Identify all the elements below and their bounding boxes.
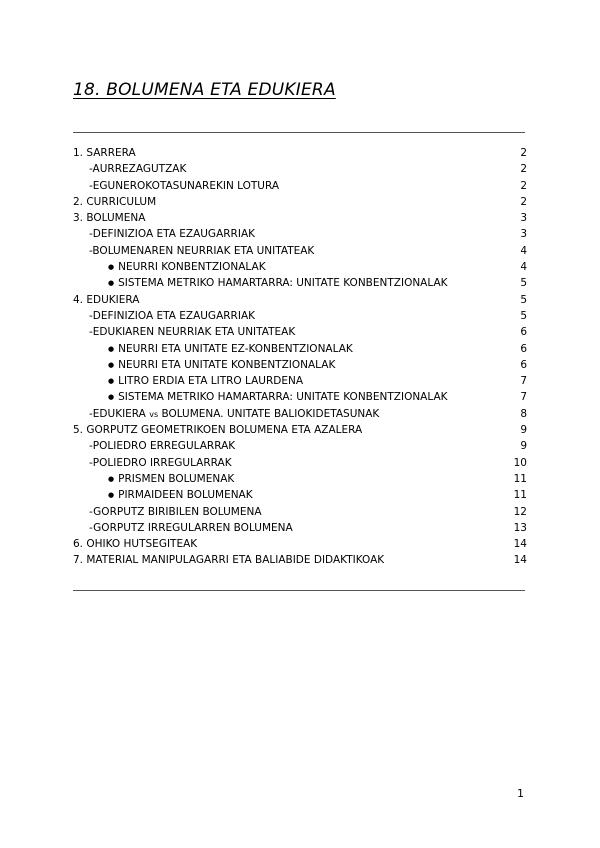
toc-entry-page: 5 xyxy=(520,277,527,290)
toc-entry-label: ● NEURRI ETA UNITATE EZ-KONBENTZIONALAK xyxy=(108,341,353,358)
toc-entry-page: 9 xyxy=(520,440,527,453)
toc-entry-page: 14 xyxy=(513,538,527,551)
toc-entry[interactable] xyxy=(73,145,527,161)
toc-entry-page: 10 xyxy=(513,456,527,469)
toc-entry-label: ● SISTEMA METRIKO HAMARTARRA: UNITATE KONBENTZIONALAK xyxy=(108,275,448,292)
toc-entry-label: 4. EDUKIERA xyxy=(73,293,140,306)
toc-entry-page: 2 xyxy=(520,147,527,159)
toc-entry-page: 13 xyxy=(513,521,527,534)
toc-entry[interactable] xyxy=(73,226,527,242)
toc-entry[interactable] xyxy=(73,357,527,373)
toc-entry[interactable] xyxy=(73,308,527,324)
toc-entry-label: ● SISTEMA METRIKO HAMARTARRA: UNITATE KONBENTZIONALAK xyxy=(108,389,448,406)
toc-entry[interactable] xyxy=(73,552,527,568)
top-divider xyxy=(73,132,525,133)
toc-entry[interactable] xyxy=(73,406,527,422)
toc-entry[interactable] xyxy=(73,275,527,291)
toc-entry-page: 7 xyxy=(520,375,527,388)
toc-entry-page: 6 xyxy=(520,326,527,339)
bottom-divider xyxy=(73,590,525,591)
toc-entry-label: -DEFINIZIOA ETA EZAUGARRIAK xyxy=(89,228,256,241)
toc-entry-label: -GORPUTZ IRREGULARREN BOLUMENA xyxy=(89,521,293,534)
toc-entry-page: 6 xyxy=(520,342,527,355)
toc-entry-label: 1. SARRERA xyxy=(73,147,136,159)
toc-entry-page: 14 xyxy=(513,554,527,567)
toc-entry-label: -EGUNEROKOTASUNAREKIN LOTURA xyxy=(89,179,280,192)
document-title: 18. BOLUMENA ETA EDUKIERA xyxy=(73,80,336,100)
table-of-contents xyxy=(73,145,527,569)
toc-entry[interactable] xyxy=(73,292,527,308)
toc-entry-page: 2 xyxy=(520,179,527,192)
toc-entry[interactable] xyxy=(73,161,527,177)
toc-entry-label: -AURREZAGUTZAK xyxy=(89,163,187,176)
toc-entry-page: 2 xyxy=(520,163,527,176)
toc-entry[interactable] xyxy=(73,178,527,194)
toc-entry-label: -DEFINIZIOA ETA EZAUGARRIAK xyxy=(89,309,256,322)
toc-entry[interactable] xyxy=(73,259,527,275)
toc-entry[interactable] xyxy=(73,210,527,226)
toc-entry[interactable] xyxy=(73,194,527,210)
toc-entry[interactable] xyxy=(73,487,527,503)
toc-entry-label: -EDUKIAREN NEURRIAK ETA UNITATEAK xyxy=(89,326,296,339)
toc-entry-label: ● LITRO ERDIA ETA LITRO LAURDENA xyxy=(108,373,303,390)
toc-entry-label-part: vs xyxy=(149,409,159,419)
toc-entry-label-part: -EDUKIERA xyxy=(89,407,150,420)
toc-entry-label-part: BOLUMENA. UNITATE BALIOKIDETASUNAK xyxy=(158,407,380,420)
toc-entry-label: -BOLUMENAREN NEURRIAK ETA UNITATEAK xyxy=(89,244,315,257)
toc-entry-label: 2. CURRICULUM xyxy=(73,195,157,208)
toc-entry-page: 3 xyxy=(520,228,527,241)
toc-entry-page: 5 xyxy=(520,309,527,322)
toc-entry-label: -POLIEDRO IRREGULARRAK xyxy=(89,456,232,469)
toc-entry-page: 4 xyxy=(520,244,527,257)
toc-entry[interactable] xyxy=(73,520,527,536)
toc-entry-label: 3. BOLUMENA xyxy=(73,212,146,225)
toc-entry-page: 7 xyxy=(520,391,527,404)
toc-entry-page: 9 xyxy=(520,424,527,437)
toc-entry-page: 12 xyxy=(513,505,527,518)
toc-entry-label: ● PIRMAIDEEN BOLUMENAK xyxy=(108,487,253,504)
toc-entry-label: -POLIEDRO ERREGULARRAK xyxy=(89,440,236,453)
toc-entry[interactable] xyxy=(73,471,527,487)
toc-entry[interactable] xyxy=(73,455,527,471)
toc-entry-page: 8 xyxy=(520,407,527,420)
toc-entry-page: 11 xyxy=(513,489,527,502)
toc-entry-label: ● PRISMEN BOLUMENAK xyxy=(108,471,234,488)
toc-entry-page: 11 xyxy=(513,472,527,485)
toc-entry-label: 6. OHIKO HUTSEGITEAK xyxy=(73,538,198,551)
toc-entry-label: 7. MATERIAL MANIPULAGARRI ETA BALIABIDE DIDAKTIKOAK xyxy=(73,554,385,567)
toc-entry[interactable] xyxy=(73,422,527,438)
toc-entry-page: 5 xyxy=(520,293,527,306)
toc-entry-label: -GORPUTZ BIRIBILEN BOLUMENA xyxy=(89,505,262,518)
page-number: 1 xyxy=(517,787,524,800)
toc-entry[interactable] xyxy=(73,341,527,357)
toc-entry[interactable] xyxy=(73,243,527,259)
toc-entry-page: 2 xyxy=(520,195,527,208)
toc-entry[interactable] xyxy=(73,536,527,552)
toc-entry[interactable] xyxy=(73,438,527,454)
toc-entry-label: ● NEURRI KONBENTZIONALAK xyxy=(108,259,266,276)
toc-entry-page: 6 xyxy=(520,358,527,371)
toc-entry-label xyxy=(89,406,379,423)
toc-entry-page: 4 xyxy=(520,261,527,274)
toc-entry-label: 5. GORPUTZ GEOMETRIKOEN BOLUMENA ETA AZALERA xyxy=(73,424,363,437)
toc-entry[interactable] xyxy=(73,504,527,520)
toc-entry[interactable] xyxy=(73,324,527,340)
toc-entry-page: 3 xyxy=(520,212,527,225)
toc-entry-label: ● NEURRI ETA UNITATE KONBENTZIONALAK xyxy=(108,357,335,374)
toc-entry[interactable] xyxy=(73,389,527,405)
toc-entry[interactable] xyxy=(73,373,527,389)
